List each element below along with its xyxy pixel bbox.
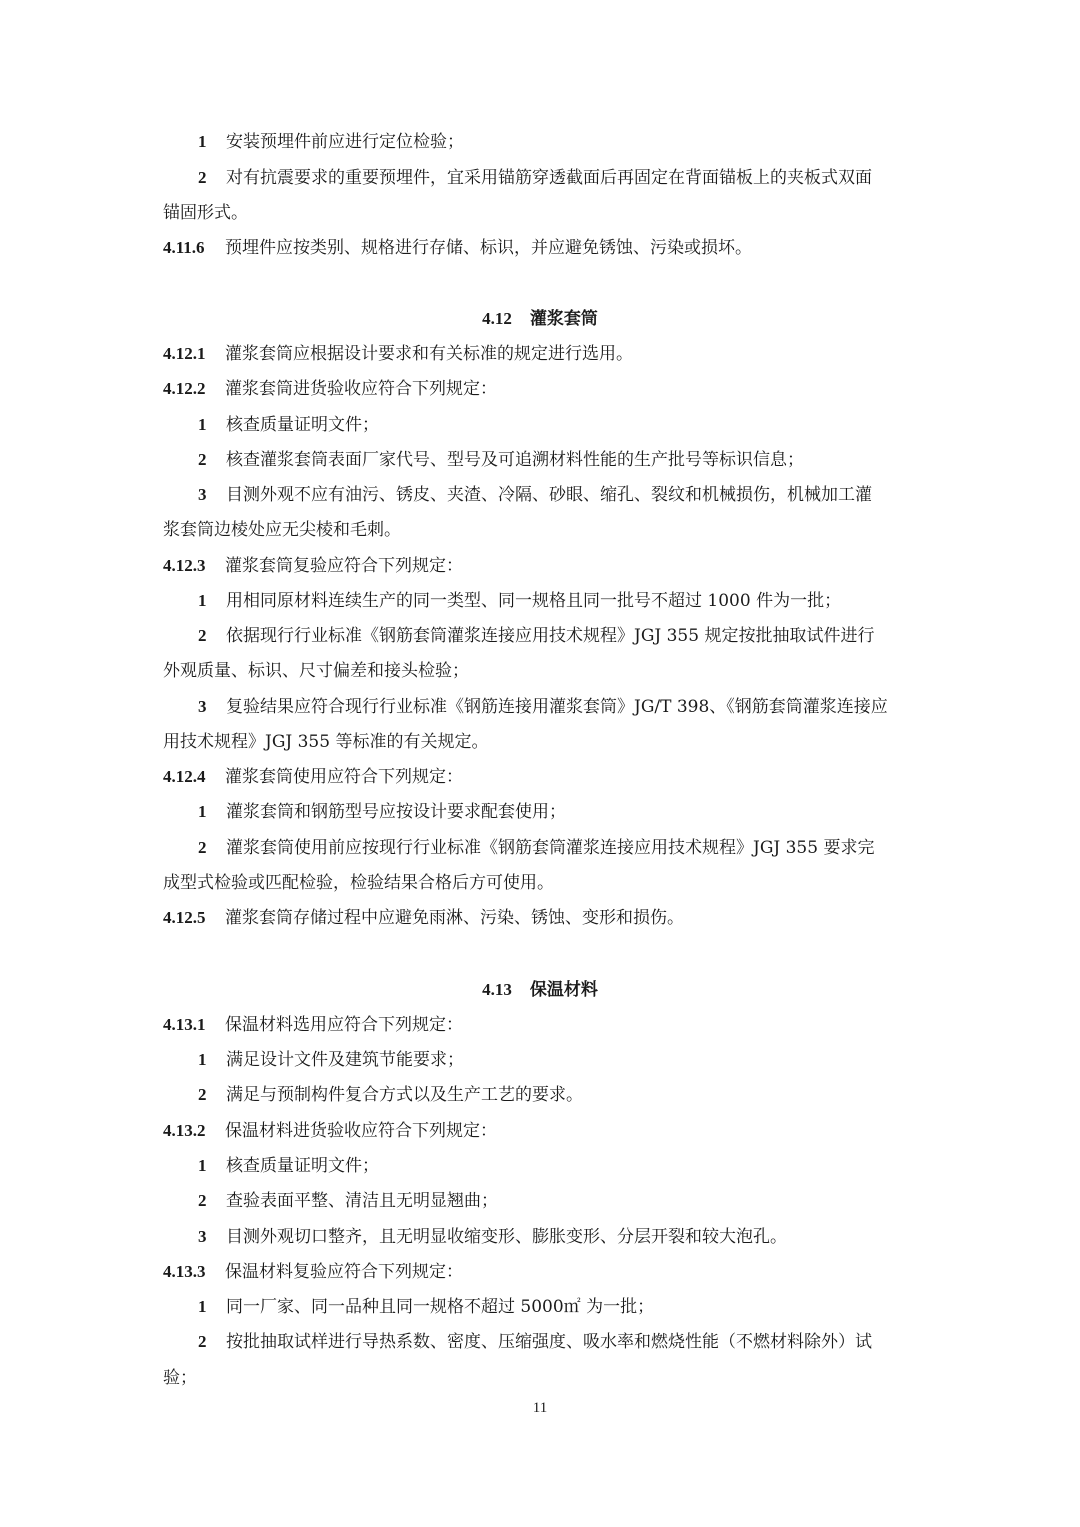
item-continuation: 浆套筒边棱处应无尖棱和毛刺。 <box>163 520 401 540</box>
item-text: 灌浆套筒使用前应按现行行业标准《钢筋套筒灌浆连接应用技术规程》JGJ 355 要求完 <box>226 838 875 858</box>
clause-number: 4.13.2 <box>163 1121 206 1140</box>
clause-text: 保温材料进货验收应符合下列规定： <box>225 1121 497 1141</box>
clause-text: 保温材料选用应符合下列规定： <box>225 1015 463 1035</box>
item-number: 3 <box>198 485 207 504</box>
clause-text: 灌浆套筒进货验收应符合下列规定： <box>225 379 497 399</box>
item-number: 2 <box>198 838 207 857</box>
section-title: 灌浆套筒 <box>529 309 598 329</box>
clause-number: 4.13.1 <box>163 1015 206 1034</box>
list-item <box>198 1331 872 1353</box>
item-continuation: 外观质量、标识、尺寸偏差和接头检验； <box>163 661 469 681</box>
clause-number: 4.12.4 <box>163 767 206 786</box>
page-number: 11 <box>532 1400 548 1416</box>
clause-number: 4.12.1 <box>163 344 206 363</box>
item-number: 2 <box>198 1085 207 1104</box>
clause-text: 灌浆套筒使用应符合下列规定： <box>225 767 463 787</box>
clause <box>163 237 752 259</box>
clause-number: 4.12.3 <box>163 556 206 575</box>
list-item <box>198 837 874 859</box>
list-item <box>198 696 888 718</box>
clause <box>163 1120 497 1142</box>
item-text: 用相同原材料连续生产的同一类型、同一规格且同一批号不超过 1000 件为一批； <box>226 591 842 611</box>
list-item <box>198 1155 379 1177</box>
list-item <box>198 801 566 823</box>
clause-text: 灌浆套筒复验应符合下列规定： <box>225 556 463 576</box>
item-number: 1 <box>198 1050 207 1069</box>
item-continuation: 成型式检验或匹配检验，检验结果合格后方可使用。 <box>163 873 554 893</box>
item-text: 满足设计文件及建筑节能要求； <box>226 1050 464 1070</box>
item-text: 复验结果应符合现行行业标准《钢筋连接用灌浆套筒》JG/T 398、《钢筋套筒灌浆连接应 <box>226 697 888 717</box>
list-item <box>198 1084 583 1106</box>
clause <box>163 1261 463 1283</box>
item-number: 1 <box>198 591 207 610</box>
item-number: 2 <box>198 450 207 469</box>
item-text: 对有抗震要求的重要预埋件，宜采用锚筋穿透截面后再固定在背面锚板上的夹板式双面 <box>226 168 872 188</box>
list-item <box>198 1296 654 1318</box>
section-title: 保温材料 <box>529 980 598 1000</box>
item-text: 目测外观切口整齐，且无明显收缩变形、膨胀变形、分层开裂和较大泡孔。 <box>226 1227 787 1247</box>
list-item <box>198 1226 787 1248</box>
list-item <box>198 484 872 506</box>
list-item <box>198 1049 464 1071</box>
clause-number: 4.13.3 <box>163 1262 206 1281</box>
item-number: 2 <box>198 168 207 187</box>
section-heading <box>0 979 1080 1001</box>
section-number: 4.12 <box>482 309 512 328</box>
list-item <box>198 625 874 647</box>
item-number: 3 <box>198 1227 207 1246</box>
section-heading <box>0 308 1080 330</box>
item-number: 2 <box>198 626 207 645</box>
item-text: 依据现行行业标准《钢筋套筒灌浆连接应用技术规程》JGJ 355 规定按批抽取试件进行 <box>226 626 875 646</box>
clause-number: 4.12.2 <box>163 379 206 398</box>
clause <box>163 907 684 929</box>
clause-number: 4.12.5 <box>163 908 206 927</box>
item-text: 安装预埋件前应进行定位检验； <box>226 132 464 152</box>
item-number: 1 <box>198 415 207 434</box>
item-text: 查验表面平整、清洁且无明显翘曲； <box>226 1191 498 1211</box>
clause <box>163 766 463 788</box>
item-continuation: 锚固形式。 <box>163 203 248 223</box>
clause-number: 4.11.6 <box>163 238 205 257</box>
item-number: 2 <box>198 1191 207 1210</box>
item-continuation: 验； <box>163 1368 197 1388</box>
list-item <box>198 131 464 153</box>
item-text: 目测外观不应有油污、锈皮、夹渣、冷隔、砂眼、缩孔、裂纹和机械损伤，机械加工灌 <box>226 485 872 505</box>
clause <box>163 343 633 365</box>
item-number: 1 <box>198 1297 207 1316</box>
clause-text: 预埋件应按类别、规格进行存储、标识，并应避免锈蚀、污染或损坏。 <box>225 238 752 258</box>
clause <box>163 1014 463 1036</box>
item-text: 按批抽取试样进行导热系数、密度、压缩强度、吸水率和燃烧性能（不燃材料除外）试 <box>226 1332 872 1352</box>
list-item <box>198 449 804 471</box>
item-text: 同一厂家、同一品种且同一规格不超过 5000㎡ 为一批； <box>226 1297 655 1317</box>
item-text: 灌浆套筒和钢筋型号应按设计要求配套使用； <box>226 802 566 822</box>
clause <box>163 378 497 400</box>
item-text: 核查质量证明文件； <box>226 1156 379 1176</box>
item-text: 核查质量证明文件； <box>226 415 379 435</box>
item-number: 1 <box>198 802 207 821</box>
item-text: 核查灌浆套筒表面厂家代号、型号及可追溯材料性能的生产批号等标识信息； <box>226 450 804 470</box>
item-number: 1 <box>198 132 207 151</box>
item-number: 3 <box>198 697 207 716</box>
clause-text: 灌浆套筒应根据设计要求和有关标准的规定进行选用。 <box>225 344 633 364</box>
item-continuation: 用技术规程》JGJ 355 等标准的有关规定。 <box>163 732 489 752</box>
list-item <box>198 1190 498 1212</box>
clause-text: 灌浆套筒存储过程中应避免雨淋、污染、锈蚀、变形和损伤。 <box>225 908 684 928</box>
item-number: 2 <box>198 1332 207 1351</box>
clause-text: 保温材料复验应符合下列规定： <box>225 1262 463 1282</box>
section-number: 4.13 <box>482 980 512 999</box>
list-item <box>198 414 379 436</box>
list-item <box>198 167 872 189</box>
list-item <box>198 590 841 612</box>
clause <box>163 555 463 577</box>
item-text: 满足与预制构件复合方式以及生产工艺的要求。 <box>226 1085 583 1105</box>
item-number: 1 <box>198 1156 207 1175</box>
